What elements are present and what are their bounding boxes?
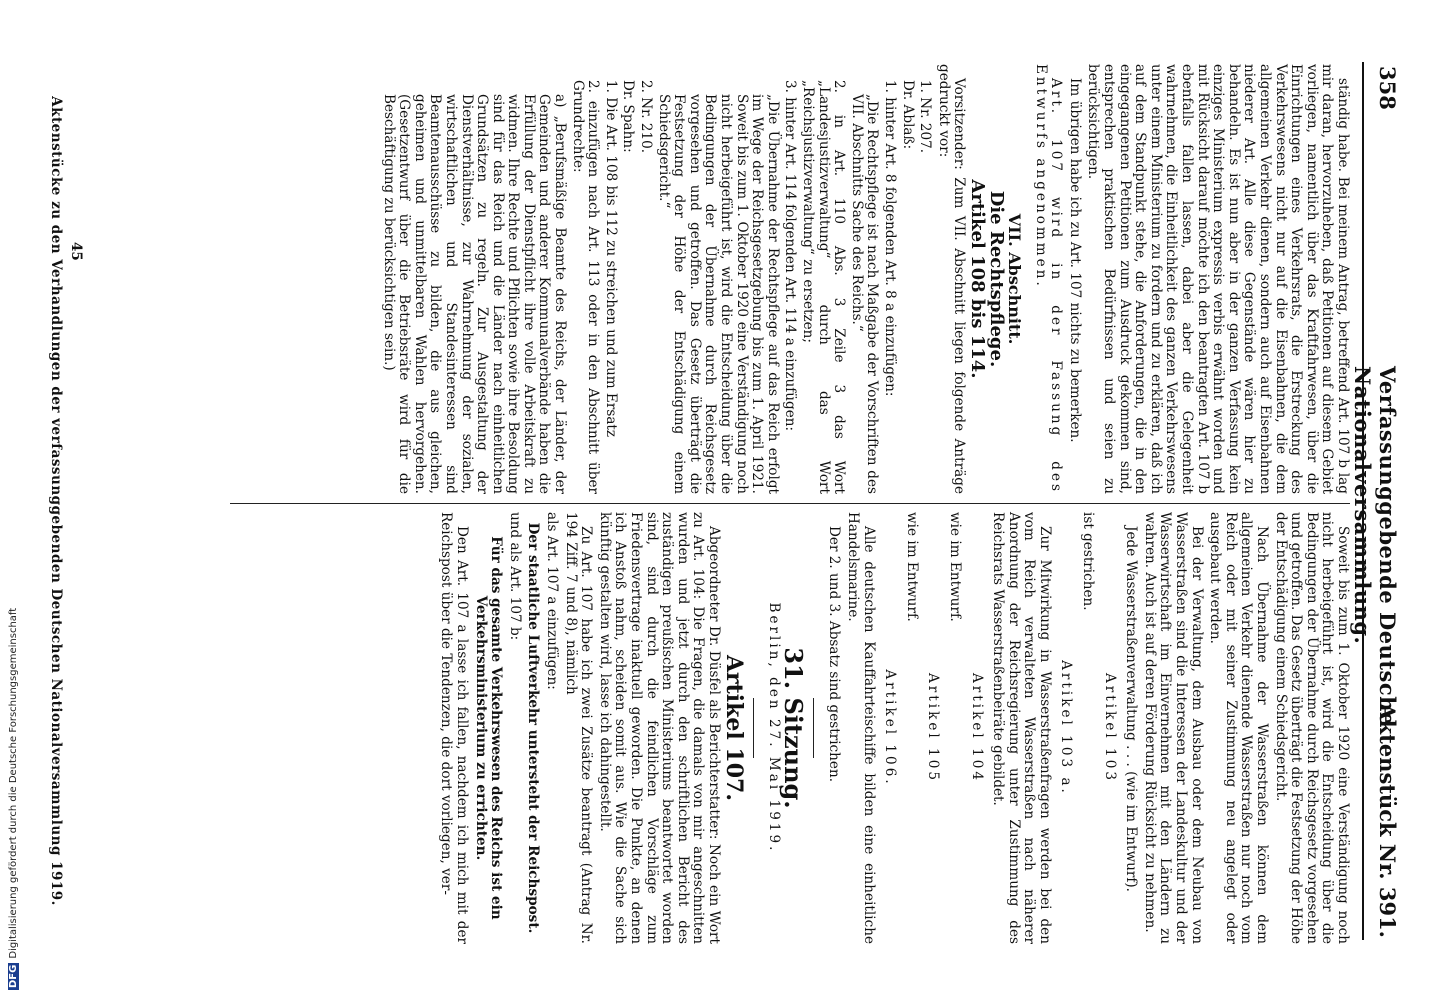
artikel-range: Artikel 108 bis 114.: [966, 179, 988, 379]
paragraph: Alle deutschen Kauffahrteischiffe bilden eine einheitliche Handelsmarine.: [844, 512, 877, 944]
list-item: „Die Übernahme der Rechtspflege auf das Reich erfolgt im Wege der Reichsgesetzgebung bis zum 1. April 1921. Soweit bis zum 1. Oktober 1920 eine Verständigung noch nicht herbeigeführt ist, wird die Entscheidung über die Bedingungen der Übernahme durch Reichsgesetz vorgesehen und getroffen. Das Gesetz überträgt die Festsetzung der Höhe der Entschädigung einem Schiedsgericht.“: [655, 94, 781, 494]
paragraph: Der 2. und 3. Absatz sind gestrichen.: [826, 526, 843, 783]
paragraph: Bei der Verwaltung, dem Ausbau oder dem Neubau von Wasserstraßen sind die Interessen der Landeskultur und der Wasserwirtschaft im Einvernehmen mit den Ländern zu wahren. Auch ist auf deren Förderung Rücksicht zu nehmen.: [1141, 512, 1205, 944]
quoted-provision: Der staatliche Luftverkehr untersteht der Reichspost.: [525, 522, 542, 934]
header-rule: [1362, 62, 1364, 940]
page-number: 358: [1375, 66, 1400, 110]
sitzung-heading: 31. Sitzung.: [778, 647, 808, 809]
artikel-heading: Artikel 104: [968, 672, 985, 784]
artikel-heading: Artikel 107.: [720, 654, 747, 802]
paragraph: ist gestrichen.: [1080, 512, 1097, 611]
footer-text: Aktenstücke zu den Verhandlungen der verfassunggebenden Deutschen Nationalversammlung 1919.: [48, 96, 64, 906]
digitization-note: [8, 590, 19, 990]
section-title: Die Rechtspflege.: [985, 190, 1007, 368]
quoted-provision: Für das gesamte Verkehrswesen des Reichs ist ein Verkehrsministerium zu errichten.: [472, 536, 505, 920]
artikel-heading: Artikel 105: [925, 672, 942, 784]
paragraph: Im übrigen habe ich zu Art. 107 nichts zu bemerken.: [1066, 78, 1083, 443]
list-item: 1. hinter Art. 8 folgenden Art. 8 a einzufügen:: [881, 80, 898, 397]
footer-page-number: 45: [68, 242, 84, 261]
paragraph: als Art. 107 a einzufügen:: [544, 512, 561, 690]
artikel-heading: Artikel 106.: [882, 669, 899, 787]
list-item: 2. Nr. 210.: [638, 80, 655, 154]
list-item: Dr. Spahn:: [620, 80, 637, 153]
paragraph: Vorsitzender: Zum VII. Abschnitt liegen folgende Anträge gedruckt vor:: [935, 64, 968, 494]
list-item: a) „Berufsmäßige Beamte des Reichs, der Länder, der Gemeinden und anderer Kommunalverbände haben die Erfüllung der Dienstpflicht ihre volle Arbeitskraft zu widmen. Ihre Rechte und Pflichten sowie ihre Besoldung sind für das Reich und die Länder nach einheitlichen Grundsätzen zu regeln. Zur Ausgestaltung der Dienstverhältnisse, zur Wahrnehmung der sozialen, wirtschaftlichen und Standesinteressen sind Beamtenausschüsse zu bilden, die aus gleichen, geheimen und unmittelbaren Wahlen hervorgehen. (Gesetzentwurf über die Betriebsräte wird für die Beschäftigung zu berücksichtigen sein.): [380, 94, 569, 494]
running-title: Verfassunggebende Deutsche Nationalversammlung.: [1350, 366, 1400, 726]
paragraph: und als Art. 107 b:: [506, 512, 523, 641]
paragraph: ständig habe. Bei meinem Antrag, betreffend Art. 107 b lag mir daran, hervorzuheben, daß Petitionen auf diesem Gebiet vorliegen, namentlich über das Kraftfahrwesen, über die Einrichtungen eines Verkehrsrats, die Erstreckung des Verkehrswesens nicht nur auf die Eisenbahnen, die dem allgemeinen Verkehr dienen, sondern auch auf Eisenbahnen niederer Art. Alle diese Gegenstände wären hier zu behandeln. Es ist nun aber in der ganzen Verfassung kein einziges Ministerium expressis verbis erwähnt worden und mit Rücksicht darauf möchte ich den beantragten Art. 107 b ebenfalls fallen lassen, dabei aber die Gelegenheit wahrnehmen, die Einheitlichkeit des ganzen Verkehrswesens unter einem Ministerium zu fordern und zu erklären, daß ich auf dem Standpunkt stehe, die Anforderungen, die in den eingegangenen Petitionen zum Ausdruck gekommen sind, entsprechen praktischen Bedürfnissen und seien zu berücksichtigen.: [1085, 64, 1351, 494]
list-item: 1. Die Art. 108 bis 112 zu streichen und zum Ersatz: [602, 80, 619, 438]
paragraph: Soweit bis zum 1. Oktober 1920 eine Verständigung noch nicht herbeigeführt ist, wird die Entscheidung über die Bedingungen der Übernahme durch Reichsgesetz vorgesehen und getroffen. Das Gesetz überträgt die Festsetzung der Höhe der Entschädigung einem Schiedsgericht.: [1272, 512, 1351, 944]
list-item: 1. Nr. 207.: [917, 80, 934, 154]
list-item: 2. einzufügen nach Art. 113 oder in den Abschnitt über Grundrechte:: [569, 80, 602, 494]
paragraph: Zur Mitwirkung in Wasserstraßenfragen werden bei den vom Reich verwalteten Wasserstraßen nach näherer Anordnung der Reichsregierung unter Zustimmung des Reichsrats Wasserstraßenbeiräte gebildet.: [990, 512, 1053, 944]
list-item: „Die Rechtspflege ist nach Maßgabe der Vorschriften des VII. Abschnitts Sache des Reichs.“: [848, 94, 881, 494]
aktenstueck-number: Aktenstück Nr. 391.: [1375, 703, 1400, 938]
artikel-heading: Artikel 103: [1101, 672, 1118, 784]
column-left: [378, 64, 1350, 494]
paragraph: Jede Wasserstraßenverwaltung . . . (wie im Entwurf).: [1123, 526, 1140, 893]
column-right: [435, 512, 1350, 944]
list-item: Dr. Ablaß:: [899, 80, 916, 150]
section-number: VII. Abschnitt.: [1005, 213, 1025, 345]
paragraph: Art. 107 wird in der Fassung des Entwurfs angenommen.: [1032, 64, 1065, 494]
list-item: 3. hinter Art. 114 folgenden Art. 114 a einzufügen:: [782, 80, 799, 432]
paragraph: wie im Entwurf.: [946, 512, 963, 622]
artikel-heading: Artikel 103 a.: [1058, 660, 1075, 796]
separator-line: [753, 698, 754, 758]
paragraph: Zu Art. 107 habe ich zwei Zusätze beantragt (Antrag Nr. 194 Ziff. 7 und 8), nämlich: [562, 512, 595, 944]
paragraph: wie im Entwurf.: [903, 512, 920, 622]
dfg-logo: DFG: [8, 964, 19, 988]
paragraph: Nach Übernahme der Wasserstraßen können dem allgemeinen Verkehr dienende Wasserstraßen nur noch vom Reich oder mit seiner Zustimmung neu angelegt oder ausgebaut werden.: [1207, 512, 1271, 944]
paragraph: Abgeordneter Dr. Düsfel als Berichterstatter: Noch ein Wort zu Art. 104: Die Fragen, die damals von mir angeschnitten wurden und jetzt durch den schriftlichen Bericht des zuständigen preußischen Ministeriums beantwortet worden sind, sind durch die feindlichen Vorschläge zum Friedensvertrage inaktuell geworden. Die Punkte, an denen ich Anstoß nahm, scheiden somit aus. Wie die Sache sich künftig gestalten wird, lasse ich dahingestellt.: [596, 512, 722, 944]
paragraph: Den Art. 107 a lasse ich fallen, nachdem ich mich mit der Reichspost über die Tendenzen, die dort vorliegen, ver-: [438, 512, 471, 944]
page-header: [1350, 66, 1400, 938]
list-item: 2. in Art. 110 Abs. 3 Zeile 3 das Wort „Landesjustizverwaltung“ durch das Wort „Reichsjustizverwaltung“ zu ersetzen;: [800, 80, 848, 494]
column-divider: [230, 503, 1350, 504]
sitzung-date: Berlin, den 27. Mai 1919.: [766, 602, 783, 854]
digitization-text: Digitalisierung gefördert durch die Deutsche Forschungsgemeinschaft: [8, 607, 19, 959]
separator-line: [813, 698, 814, 758]
